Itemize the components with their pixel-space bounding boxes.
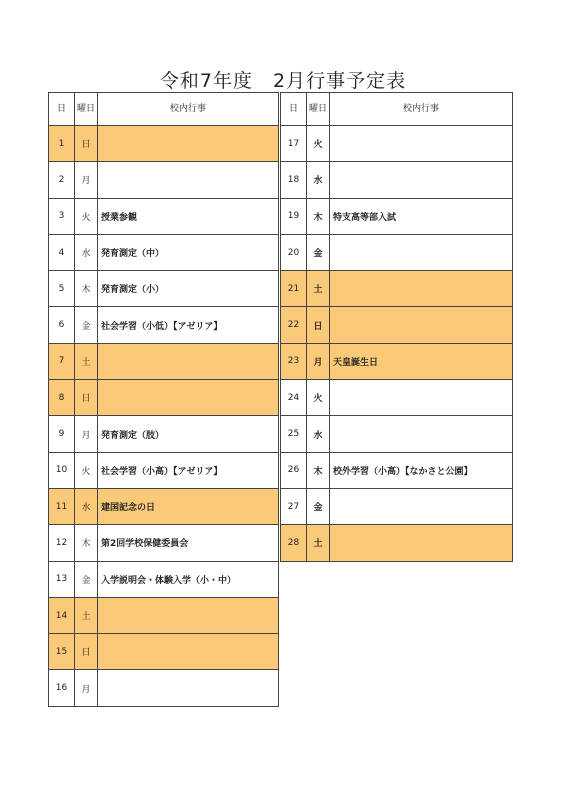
weekday-cell: 火 xyxy=(307,126,330,162)
table-row xyxy=(281,343,513,379)
event-cell: 校外学習（小高）【なかさと公園】 xyxy=(330,452,513,488)
day-cell: 22 xyxy=(281,307,307,343)
weekday-cell: 水 xyxy=(75,234,98,270)
day-cell: 2 xyxy=(49,162,75,198)
event-cell xyxy=(98,162,279,198)
day-cell: 12 xyxy=(49,525,75,561)
weekday-cell: 土 xyxy=(307,271,330,307)
weekday-cell: 土 xyxy=(75,343,98,379)
weekday-cell: 水 xyxy=(307,162,330,198)
header-weekday: 曜日 xyxy=(75,93,98,126)
weekday-cell: 日 xyxy=(75,380,98,416)
day-cell: 20 xyxy=(281,234,307,270)
day-cell: 5 xyxy=(49,271,75,307)
day-cell: 4 xyxy=(49,234,75,270)
table-row xyxy=(49,380,279,416)
event-cell xyxy=(330,307,513,343)
table-row xyxy=(281,380,513,416)
table-row xyxy=(49,307,279,343)
table-row xyxy=(281,234,513,270)
event-cell: 発育測定（小） xyxy=(98,271,279,307)
day-cell: 9 xyxy=(49,416,75,452)
table-row xyxy=(281,271,513,307)
day-cell: 11 xyxy=(49,488,75,524)
event-cell xyxy=(98,343,279,379)
schedule-table-right xyxy=(280,92,513,562)
weekday-cell: 月 xyxy=(307,343,330,379)
event-cell xyxy=(330,380,513,416)
event-cell: 建国記念の日 xyxy=(98,488,279,524)
weekday-cell: 水 xyxy=(307,416,330,452)
weekday-cell: 火 xyxy=(75,452,98,488)
day-cell: 24 xyxy=(281,380,307,416)
day-cell: 15 xyxy=(49,634,75,670)
weekday-cell: 土 xyxy=(307,525,330,561)
event-cell xyxy=(330,271,513,307)
day-cell: 8 xyxy=(49,380,75,416)
day-cell: 1 xyxy=(49,126,75,162)
table-row xyxy=(49,561,279,597)
event-cell: 授業参観 xyxy=(98,198,279,234)
weekday-cell: 日 xyxy=(75,634,98,670)
event-cell xyxy=(98,380,279,416)
event-cell xyxy=(98,597,279,633)
table-row xyxy=(49,634,279,670)
table-row xyxy=(49,452,279,488)
table-row xyxy=(281,198,513,234)
weekday-cell: 火 xyxy=(75,198,98,234)
day-cell: 6 xyxy=(49,307,75,343)
weekday-cell: 金 xyxy=(75,561,98,597)
weekday-cell: 木 xyxy=(307,198,330,234)
weekday-cell: 月 xyxy=(75,670,98,706)
day-cell: 19 xyxy=(281,198,307,234)
weekday-cell: 木 xyxy=(307,452,330,488)
event-cell: 天皇誕生日 xyxy=(330,343,513,379)
weekday-cell: 日 xyxy=(307,307,330,343)
table-row xyxy=(49,597,279,633)
header-day: 日 xyxy=(281,93,307,126)
page-title: 令和7年度 2月行事予定表 xyxy=(159,70,407,92)
day-cell: 17 xyxy=(281,126,307,162)
event-cell: 社会学習（小低）【アゼリア】 xyxy=(98,307,279,343)
event-cell xyxy=(330,488,513,524)
table-row xyxy=(49,198,279,234)
day-cell: 3 xyxy=(49,198,75,234)
weekday-cell: 金 xyxy=(307,234,330,270)
header-events: 校内行事 xyxy=(330,93,513,126)
day-cell: 25 xyxy=(281,416,307,452)
weekday-cell: 月 xyxy=(75,162,98,198)
event-cell: 入学説明会・体験入学（小・中） xyxy=(98,561,279,597)
table-row xyxy=(281,416,513,452)
weekday-cell: 土 xyxy=(75,597,98,633)
weekday-cell: 日 xyxy=(75,126,98,162)
header-events: 校内行事 xyxy=(98,93,279,126)
weekday-cell: 金 xyxy=(75,307,98,343)
table-row xyxy=(49,488,279,524)
event-cell xyxy=(330,126,513,162)
event-cell xyxy=(330,416,513,452)
day-cell: 13 xyxy=(49,561,75,597)
day-cell: 10 xyxy=(49,452,75,488)
header-day: 日 xyxy=(49,93,75,126)
day-cell: 23 xyxy=(281,343,307,379)
event-cell: 第2回学校保健委員会 xyxy=(98,525,279,561)
table-row xyxy=(281,126,513,162)
weekday-cell: 木 xyxy=(75,271,98,307)
event-cell: 社会学習（小高）【アゼリア】 xyxy=(98,452,279,488)
table-row xyxy=(281,525,513,561)
event-cell xyxy=(330,234,513,270)
table-row xyxy=(49,126,279,162)
weekday-cell: 火 xyxy=(307,380,330,416)
day-cell: 14 xyxy=(49,597,75,633)
day-cell: 27 xyxy=(281,488,307,524)
day-cell: 21 xyxy=(281,271,307,307)
weekday-cell: 金 xyxy=(307,488,330,524)
day-cell: 7 xyxy=(49,343,75,379)
weekday-cell: 水 xyxy=(75,488,98,524)
table-row xyxy=(49,162,279,198)
day-cell: 18 xyxy=(281,162,307,198)
header-weekday: 曜日 xyxy=(307,93,330,126)
table-row xyxy=(49,416,279,452)
table-row xyxy=(49,525,279,561)
table-row xyxy=(281,452,513,488)
event-cell: 発育測定（中） xyxy=(98,234,279,270)
event-cell xyxy=(330,525,513,561)
weekday-cell: 木 xyxy=(75,525,98,561)
schedule-table-left xyxy=(48,92,279,707)
table-row xyxy=(281,162,513,198)
event-cell xyxy=(98,670,279,706)
day-cell: 26 xyxy=(281,452,307,488)
table-row xyxy=(49,670,279,706)
weekday-cell: 月 xyxy=(75,416,98,452)
event-cell: 発育測定（肢） xyxy=(98,416,279,452)
day-cell: 28 xyxy=(281,525,307,561)
table-row xyxy=(49,271,279,307)
event-cell xyxy=(330,162,513,198)
day-cell: 16 xyxy=(49,670,75,706)
event-cell xyxy=(98,634,279,670)
table-row xyxy=(49,234,279,270)
event-cell xyxy=(98,126,279,162)
table-row xyxy=(281,307,513,343)
table-row xyxy=(49,343,279,379)
table-row xyxy=(281,488,513,524)
event-cell: 特支高等部入試 xyxy=(330,198,513,234)
